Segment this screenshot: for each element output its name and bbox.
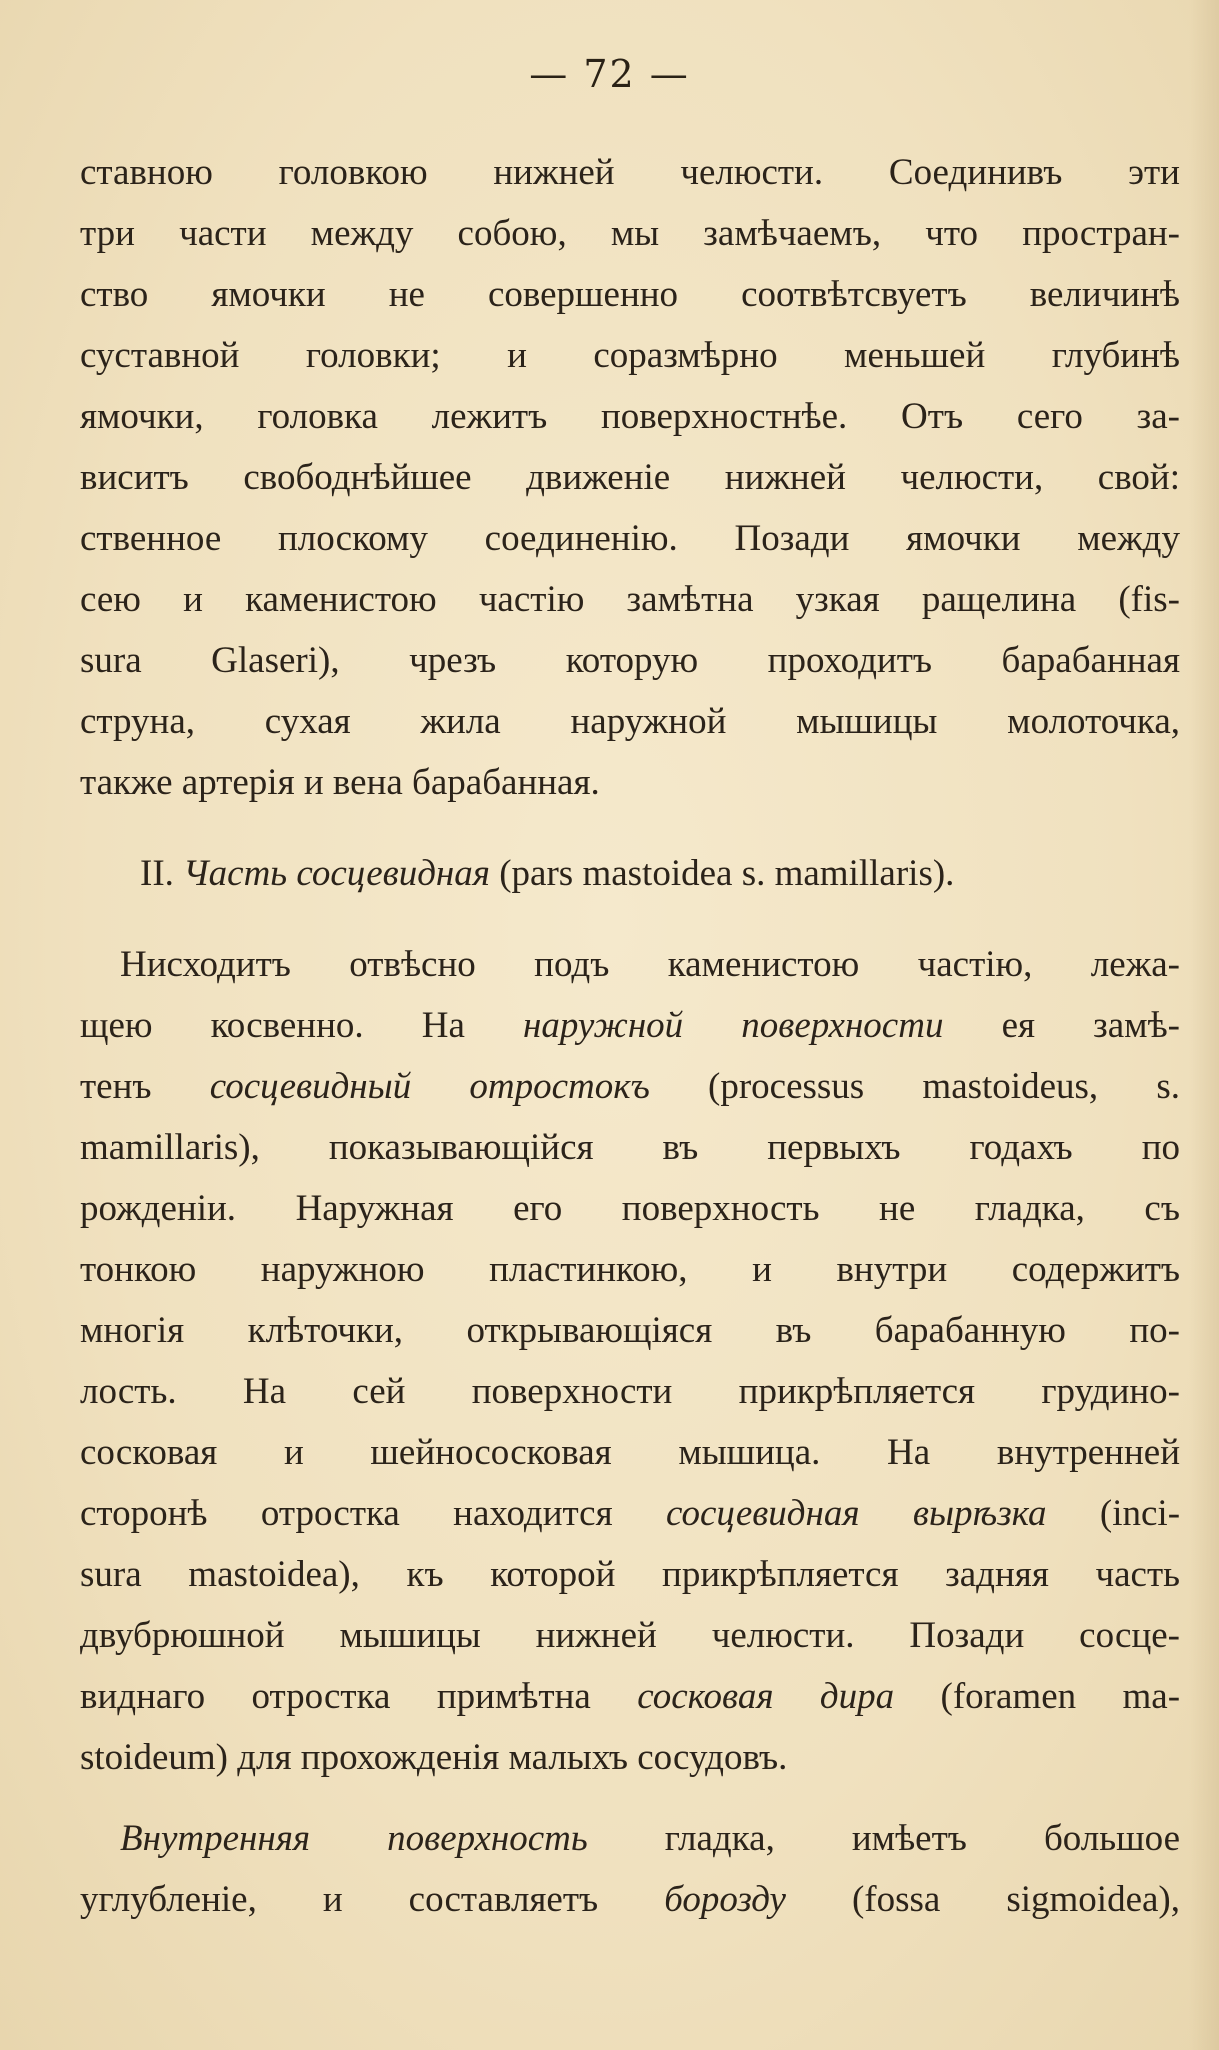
text-line: углубленiе, и составляетъ борозду (fossa sigmoidea), [80, 1879, 1181, 1920]
text-line: двубрюшной мышицы нижней челюсти. Позади сосце- [80, 1615, 1180, 1656]
page-body [80, 142, 1180, 1930]
text-line: рожденiи. Наружная его поверхность не гладка, съ [80, 1188, 1180, 1229]
text-line: также артерiя и вена барабанная. [80, 762, 600, 803]
paragraph-1 [80, 142, 1180, 813]
text-line: суставной головки; и соразмѣрно меньшей глубинѣ [80, 335, 1180, 376]
text-line: ямочки, головка лежитъ поверхностнѣе. Отъ сего за- [80, 396, 1180, 437]
italic-term: наружной поверхности [523, 1005, 944, 1046]
section-title: Часть сосцевидная [183, 853, 490, 894]
text-line: струна, сухая жила наружной мышицы молоточка, [80, 701, 1180, 742]
text-line: лость. На сей поверхности прикрѣпляется грудино- [80, 1371, 1180, 1412]
text-line: виситъ свободнѣйшее движенiе нижней челюсти, свой: [80, 457, 1180, 498]
text-line: многiя клѣточки, открывающiяся въ барабанную по- [80, 1310, 1180, 1351]
text-line: тонкою наружною пластинкою, и внутри содержитъ [80, 1249, 1180, 1290]
text-line: Нисходитъ отвѣсно подъ каменистою частiю, лежа- [120, 944, 1180, 985]
text-line: виднаго отростка примѣтна сосковая дира (foramen ma- [80, 1676, 1181, 1717]
text-line: щею косвенно. На наружной поверхности ея замѣ- [80, 1005, 1180, 1046]
text-line: ство ямочки не совершенно соотвѣтсвуетъ величинѣ [80, 274, 1180, 315]
page-number: — 72 — [529, 52, 690, 96]
text-line: stoideum) для прохожденiя малыхъ сосудовъ. [80, 1737, 788, 1778]
italic-term: Внутренняя поверхность [120, 1818, 588, 1859]
text-line: sura mastoidea), къ которой прикрѣпляется задняя часть [80, 1554, 1180, 1595]
text-line: сею и каменистою частiю замѣтна узкая ращелина (fis- [80, 579, 1180, 620]
italic-term: сосцевидный отростокъ [209, 1066, 650, 1107]
section-numeral: II. [140, 853, 174, 894]
text-line: ственное плоскому соединенiю. Позади ямочки между [80, 518, 1180, 559]
text-line: тенъ сосцевидный отростокъ (processus mastoideus, s. [80, 1066, 1180, 1107]
text-line: mamillaris), показывающiйся въ первыхъ годахъ по [80, 1127, 1180, 1168]
paragraph-2 [80, 934, 1180, 1788]
page-edge-shadow [1189, 0, 1219, 2050]
section-latin: (pars mastoidea s. mamillaris). [499, 853, 955, 894]
italic-term: борозду [664, 1879, 786, 1920]
italic-term: сосковая дира [637, 1676, 895, 1717]
text-line: Внутренняя поверхность гладка, имѣетъ большое [120, 1818, 1180, 1859]
section-heading [80, 843, 1180, 904]
text-line: сосковая и шейнососковая мышица. На внутренней [80, 1432, 1180, 1473]
italic-term: сосцевидная вырѣзка [665, 1493, 1047, 1534]
text-line: ставною головкою нижней челюсти. Соединивъ эти [80, 152, 1180, 193]
text-line: sura Glaseri), чрезъ которую проходитъ барабанная [80, 640, 1180, 681]
text-line: три части между собою, мы замѣчаемъ, что простран- [80, 213, 1180, 254]
paragraph-3 [80, 1808, 1180, 1930]
text-line: сторонѣ отростка находится сосцевидная вырѣзка (inci- [80, 1493, 1181, 1534]
